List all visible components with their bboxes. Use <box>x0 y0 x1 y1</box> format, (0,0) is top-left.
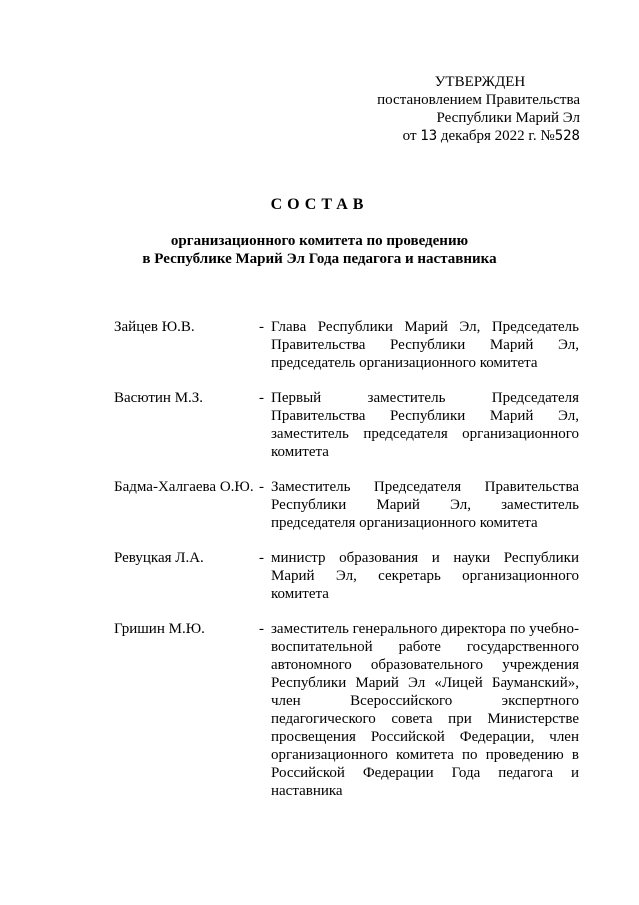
approval-stamp <box>320 73 580 145</box>
member-row <box>114 478 579 532</box>
approval-day: 13 <box>420 128 438 144</box>
approval-line-2: Республики Марий Эл <box>436 110 580 126</box>
document-subheading <box>0 232 639 268</box>
member-row <box>114 620 579 800</box>
member-role: министр образования и науки Республики Марий Эл, секретарь организационного комитета <box>271 550 579 602</box>
member-role: Заместитель Председателя Правительства Республики Марий Эл, заместитель председателя организационного комитета <box>271 479 579 531</box>
member-name: Васютин М.З. <box>114 390 204 406</box>
approval-date-prefix: от <box>402 128 417 144</box>
approval-line-1: постановлением Правительства <box>377 92 580 108</box>
subheading-line-2: в Республике Марий Эл Года педагога и наставника <box>142 251 497 267</box>
member-dash: - <box>259 479 264 495</box>
member-dash: - <box>259 621 264 637</box>
member-dash: - <box>259 319 264 335</box>
member-role: Первый заместитель Председателя Правительства Республики Марий Эл, заместитель председателя организационного комитета <box>271 390 579 460</box>
approval-date-rest: декабря 2022 г. № <box>440 128 555 144</box>
member-name: Зайцев Ю.В. <box>114 319 195 335</box>
member-name: Бадма-Халгаева О.Ю. <box>114 479 254 495</box>
member-row <box>114 549 579 603</box>
approval-title: УТВЕРЖДЕН <box>434 74 526 90</box>
document-heading: СОСТАВ <box>270 196 369 213</box>
approval-number: 528 <box>554 128 580 144</box>
member-name: Гришин М.Ю. <box>114 621 205 637</box>
member-role: заместитель генерального директора по учебно-воспитательной работе государственного автономного образовательного учреждения Республики Марий Эл «Лицей Бауманский», член Всероссийского экспертного педагогического совета при Министерстве просвещения Российской Федерации, член организационного комитета по проведению в Российской Федерации Года педагога и наставника <box>271 621 579 799</box>
member-dash: - <box>259 390 264 406</box>
member-dash: - <box>259 550 264 566</box>
member-name: Ревуцкая Л.А. <box>114 550 204 566</box>
member-role: Глава Республики Марий Эл, Председатель Правительства Республики Марий Эл, председатель организационного комитета <box>271 319 579 371</box>
member-row <box>114 318 579 372</box>
subheading-line-1: организационного комитета по проведению <box>170 233 469 249</box>
member-row <box>114 389 579 461</box>
approval-date-line <box>320 127 580 145</box>
members-list <box>114 318 579 817</box>
